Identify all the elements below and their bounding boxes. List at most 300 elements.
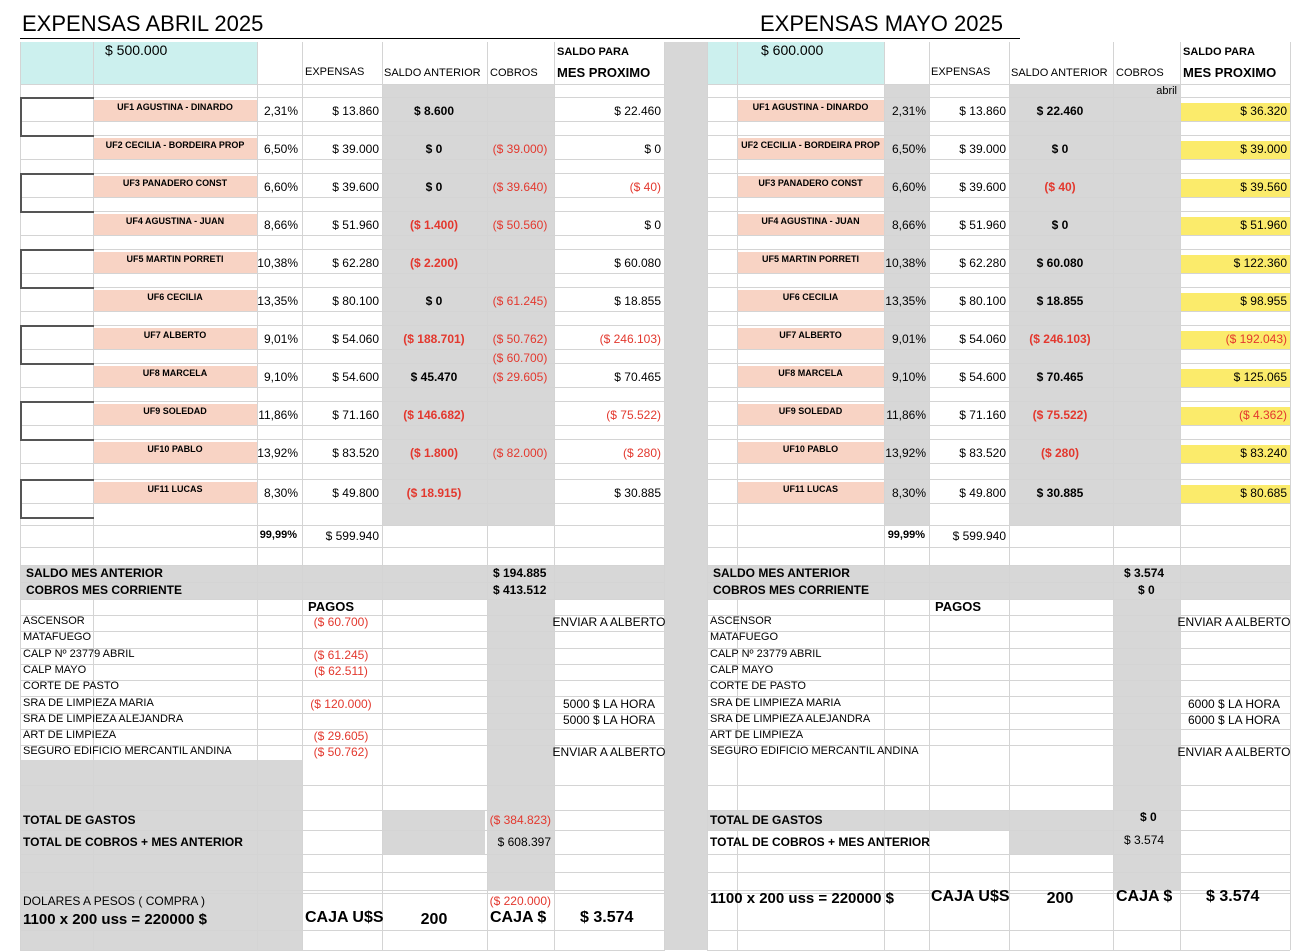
grid-line [20,349,665,350]
unit-cobros: ($ 50.560) [492,218,548,232]
grid-line [20,84,665,85]
pago-label: SEGURO EDIFICIO MERCANTIL ANDINA [23,745,232,758]
header-expensas: EXPENSAS [931,66,991,78]
unit-name: UF4 AGUSTINA - JUAN [125,216,225,226]
total-pct: 99,99% [259,529,297,541]
unit-saldo-anterior: ($ 75.522) [1032,408,1088,422]
header-total: $ 600.000 [761,42,824,58]
unit-saldo-anterior: ($ 40) [1044,180,1076,194]
cobros-mes-corriente-value: $ 0 [1138,583,1155,597]
unit-saldo-anterior: ($ 1.800) [409,446,459,460]
unit-pct: 6,50% [891,142,926,156]
bracket-border [20,479,22,519]
unit-pct: 9,01% [263,332,298,346]
grid-line [707,503,1290,504]
gray-column [1113,84,1180,525]
unit-expensas: $ 39.000 [959,142,1006,156]
dolares-label: DOLARES A PESOS ( COMPRA ) [23,894,206,908]
grid-line [20,235,665,236]
unit-name: UF1 AGUSTINA - DINARDO [117,102,233,112]
unit-saldo-anterior: $ 60.080 [1036,256,1084,270]
pago-value: ($ 60.700) [313,615,369,629]
unit-name: UF1 AGUSTINA - DINARDO [752,102,869,112]
bracket-border [20,287,94,289]
grid-line [707,311,1290,312]
unit-pct: 9,10% [263,370,298,384]
caja-usd-value: 200 [1046,890,1074,907]
unit-saldo-anterior: ($ 2.200) [409,256,459,270]
unit-saldo-anterior: $ 0 [425,180,443,194]
total-expensas: $ 599.940 [952,529,1006,543]
pago-label: CALP Nº 23779 ABRIL [710,647,822,660]
unit-pct: 8,30% [263,486,298,500]
unit-pct: 10,38% [257,256,298,270]
grid-line [707,325,1290,326]
grid-line [20,463,665,464]
grid-line [20,479,665,480]
bracket-border [20,211,94,213]
unit-cobros: ($ 61.245) [492,294,548,308]
unit-saldo-anterior: ($ 246.103) [1029,332,1091,346]
total-expensas: $ 599.940 [325,529,379,543]
unit-pct: 9,01% [891,332,926,346]
grid-line [20,503,665,504]
grid-line [20,930,665,931]
unit-saldo-proximo: ($ 4.362) [1238,408,1287,422]
grid-line [707,439,1290,440]
grid-line [707,401,1290,402]
separator-column [665,42,707,950]
grid-line [707,547,1290,548]
grid-line [707,121,1290,122]
unit-name: UF11 LUCAS [782,484,839,494]
grid-line [707,42,708,950]
grid-line [1290,42,1291,950]
unit-expensas: $ 54.060 [959,332,1006,346]
unit-saldo-anterior: $ 22.460 [1036,104,1084,118]
grid-line [302,42,303,950]
unit-saldo-proximo: $ 122.360 [1233,256,1287,270]
total-gastos-value: $ 0 [1140,810,1157,824]
grid-line [20,631,665,632]
grid-line [20,197,665,198]
unit-saldo-anterior: ($ 280) [1040,446,1080,460]
unit-saldo-proximo: $ 0 [644,142,661,156]
header-mes-proximo: MES PROXIMO [557,65,651,80]
title-abril: EXPENSAS ABRIL 2025 [22,11,264,36]
pago-label: SEGURO EDIFICIO MERCANTIL ANDINA [710,745,919,758]
header-saldo-anterior: SALDO ANTERIOR [1011,67,1108,79]
unit-saldo-anterior: $ 30.885 [1036,486,1084,500]
pago-label: MATAFUEGO [23,631,92,644]
bracket-border [20,363,94,365]
unit-pct: 6,60% [891,180,926,194]
grid-line [20,211,665,212]
calc-text: 1100 x 200 uss = 220000 $ [23,911,207,928]
pago-note: 5000 $ LA HORA [562,712,656,727]
unit-expensas: $ 83.520 [959,446,1006,460]
unit-cobros: ($ 50.762) [492,332,548,346]
grid-line [1113,42,1114,950]
unit-pct: 10,38% [885,256,926,270]
unit-name: UF6 CECILIA [147,292,203,302]
header-cobros: COBROS [1116,67,1164,79]
cobros-mes-corriente-label: COBROS MES CORRIENTE [713,583,870,597]
grid-line [707,249,1290,250]
grid-line [707,387,1290,388]
unit-name: UF4 AGUSTINA - JUAN [761,216,860,226]
pago-note: ENVIAR A ALBERTO [552,615,666,629]
pago-label: MATAFUEGO [710,631,779,644]
bracket-border [20,249,22,289]
unit-saldo-proximo: $ 22.460 [614,104,661,118]
unit-name: UF2 CECILIA - BORDEIRA PROP [741,140,880,150]
unit-expensas: $ 80.100 [959,294,1006,308]
unit-name: UF2 CECILIA - BORDEIRA PROP [105,140,245,150]
pago-label: CORTE DE PASTO [710,680,806,693]
unit-saldo-anterior: ($ 188.701) [403,332,465,346]
grid-line [382,42,383,950]
pago-label: ASCENSOR [23,615,85,627]
unit-saldo-anterior: $ 0 [1051,218,1069,232]
unit-saldo-anterior: ($ 18.915) [406,486,462,500]
unit-pct: 9,10% [891,370,926,384]
grid-line [20,890,665,891]
grid-line [20,159,665,160]
unit-expensas: $ 71.160 [959,408,1006,422]
bracket-border [20,249,94,251]
grid-line [20,325,665,326]
saldo-mes-anterior-label: SALDO MES ANTERIOR [26,566,163,580]
grid-line [929,42,930,950]
grid-line [707,479,1290,480]
caja-ars-label: CAJA $ [1116,888,1173,905]
grid-line [1180,42,1181,950]
grid-line [20,249,665,250]
unit-expensas: $ 39.600 [959,180,1006,194]
pago-label: CORTE DE PASTO [23,680,119,693]
unit-saldo-proximo: $ 39.000 [1240,142,1287,156]
grid-line [20,273,665,274]
grid-line [707,810,1290,811]
grid-line [707,349,1290,350]
pago-note: 5000 $ LA HORA [562,696,656,711]
caja-ars-label: CAJA $ [490,909,547,926]
grid-line [884,42,885,950]
unit-expensas: $ 54.060 [332,332,379,346]
unit-expensas: $ 62.280 [959,256,1006,270]
unit-expensas: $ 13.860 [332,104,379,118]
unit-saldo-proximo: $ 98.955 [1240,294,1287,308]
caja-ars-value: $ 3.574 [1206,888,1260,905]
unit-pct: 6,50% [263,142,298,156]
pago-value: ($ 62.511) [314,663,368,678]
bracket-border [20,479,94,481]
pago-note: ENVIAR A ALBERTO [1177,615,1291,629]
unit-pct: 13,35% [885,294,926,308]
unit-pct: 6,60% [263,180,298,194]
saldo-mes-anterior-label: SALDO MES ANTERIOR [713,566,850,580]
grid-line [707,173,1290,174]
pago-label: CALP MAYO [23,663,87,676]
unit-pct: 13,92% [257,446,298,460]
unit-expensas: $ 80.100 [332,294,379,308]
unit-cobros-extra: ($ 60.700) [492,351,548,365]
saldo-mes-anterior-value: $ 3.574 [1124,566,1165,580]
bracket-border [20,97,22,137]
caja-usd-label: CAJA U$S [305,909,384,926]
grid-line [487,42,488,950]
pago-value: ($ 61.245) [313,647,369,662]
total-gastos-value: ($ 384.823) [489,813,551,827]
grid-line [707,197,1290,198]
unit-saldo-anterior: ($ 146.682) [403,408,465,422]
pago-label: SRA DE LIMPIEZA ALEJANDRA [23,712,184,725]
grid-line [707,211,1290,212]
grid-line [707,930,1290,931]
unit-expensas: $ 83.520 [332,446,379,460]
total-gastos-label: TOTAL DE GASTOS [710,813,823,827]
grid-line [20,363,665,364]
grid-line [20,810,665,811]
unit-saldo-proximo: $ 39.560 [1240,180,1287,194]
pago-label: SRA DE LIMPIEZA MARIA [23,696,154,709]
grid-line [20,872,665,873]
grid-line [707,854,1290,855]
grid-line [707,785,1290,786]
grid-line [20,525,665,526]
unit-saldo-anterior: $ 8.600 [413,104,455,118]
unit-pct: 11,86% [886,408,926,422]
unit-expensas: $ 13.860 [959,104,1006,118]
total-gastos-label: TOTAL DE GASTOS [23,813,136,827]
saldo-mes-anterior-value: $ 194.885 [493,566,547,580]
unit-name: UF5 MARTIN PORRETI [126,254,224,264]
grid-line [20,287,665,288]
unit-cobros: ($ 29.605) [492,370,548,384]
grid-line [707,287,1290,288]
pago-label: CALP MAYO [710,663,774,676]
bracket-border [20,97,94,99]
unit-name: UF8 MARCELA [778,368,843,378]
unit-pct: 2,31% [891,104,926,118]
grid-line [20,311,665,312]
unit-name: UF6 CECILIA [782,292,839,302]
header-saldo-anterior: SALDO ANTERIOR [384,67,481,79]
unit-pct: 8,66% [891,218,926,232]
unit-saldo-proximo: $ 70.465 [614,370,661,384]
unit-name: UF10 PABLO [147,444,203,454]
bracket-border [20,325,22,365]
unit-saldo-proximo: ($ 75.522) [606,408,661,422]
unit-name: UF10 PABLO [782,444,839,454]
unit-name: UF3 PANADERO CONST [758,178,863,188]
dolares-value: ($ 220.000) [489,894,551,908]
grid-line [707,599,1290,600]
unit-expensas: $ 54.600 [959,370,1006,384]
unit-expensas: $ 71.160 [332,408,379,422]
unit-expensas: $ 51.960 [332,218,379,232]
bracket-border [20,439,94,441]
unit-saldo-anterior: $ 0 [1051,142,1069,156]
header-cobros-sub: abril [1156,85,1177,97]
unit-saldo-proximo: $ 18.855 [614,294,661,308]
grid-line [20,439,665,440]
unit-name: UF3 PANADERO CONST [122,178,228,188]
unit-pct: 13,35% [257,294,298,308]
grid-line [20,854,665,855]
unit-expensas: $ 49.800 [959,486,1006,500]
unit-saldo-proximo: ($ 246.103) [599,332,661,346]
total-pct: 99,99% [887,529,925,541]
unit-expensas: $ 39.000 [332,142,379,156]
total-cobros-label: TOTAL DE COBROS + MES ANTERIOR [23,835,243,849]
calc-text: 1100 x 200 uss = 220000 $ [710,890,894,907]
pago-value: ($ 29.605) [313,729,369,744]
unit-cobros: ($ 82.000) [492,446,548,460]
unit-saldo-proximo: $ 30.885 [614,486,661,500]
unit-saldo-proximo: $ 0 [644,218,661,232]
unit-name: UF7 ALBERTO [143,330,207,340]
unit-expensas: $ 49.800 [332,486,379,500]
grid-line [20,547,665,548]
grid-line [20,830,665,831]
grid-line [707,664,1290,665]
grid-line [707,525,1290,526]
header-mes-proximo: MES PROXIMO [1183,65,1277,80]
grid-line [707,363,1290,364]
pago-note: 6000 $ LA HORA [1187,696,1281,711]
grid-line [707,425,1290,426]
total-cobros-label: TOTAL DE COBROS + MES ANTERIOR [710,835,930,849]
unit-saldo-anterior: $ 70.465 [1036,370,1084,384]
unit-pct: 8,66% [263,218,298,232]
grid-line [707,159,1290,160]
pago-label: CALP Nº 23779 ABRIL [23,647,135,660]
pago-note: ENVIAR A ALBERTO [552,745,666,760]
unit-expensas: $ 62.280 [332,256,379,270]
grid-line [20,135,665,136]
unit-expensas: $ 39.600 [332,180,379,194]
bracket-border [20,401,22,441]
grid-line [707,872,1290,873]
unit-name: UF9 SOLEDAD [143,406,207,416]
grid-line [554,42,555,950]
summary-band [1009,830,1113,854]
grid-line [20,97,665,98]
grid-line [257,42,258,950]
unit-name: UF9 SOLEDAD [778,406,843,416]
unit-saldo-proximo: ($ 280) [622,446,661,460]
unit-cobros: ($ 39.000) [492,142,548,156]
title-underline [20,38,1020,39]
total-cobros-value: $ 608.397 [497,835,551,849]
unit-saldo-proximo: $ 83.240 [1240,446,1287,460]
grid-line [1009,42,1010,950]
header-cobros: COBROS [490,67,538,79]
grid-line [707,97,1290,98]
header-expensas: EXPENSAS [305,66,365,78]
unit-saldo-proximo: $ 80.685 [1240,486,1287,500]
unit-cobros: ($ 39.640) [492,180,548,194]
grid-line [707,463,1290,464]
pago-label: ART DE LIMPIEZA [23,729,117,742]
grid-line [707,631,1290,632]
unit-saldo-proximo: ($ 192.043) [1225,332,1287,346]
pago-label: SRA DE LIMPIEZA ALEJANDRA [710,712,871,725]
grid-line [707,135,1290,136]
grid-line [707,830,1290,831]
unit-pct: 8,30% [891,486,926,500]
bracket-border [20,325,94,327]
title-mayo: EXPENSAS MAYO 2025 [760,11,1003,36]
pagos-title: PAGOS [935,599,981,614]
header-saldo-para: SALDO PARA [557,46,629,58]
pago-value: ($ 120.000) [310,696,372,711]
grid-line [20,121,665,122]
header-total: $ 500.000 [105,42,168,58]
cobros-mes-corriente-label: COBROS MES CORRIENTE [26,583,183,597]
grid-line [707,273,1290,274]
unit-pct: 13,92% [885,446,926,460]
unit-saldo-anterior: ($ 1.400) [409,218,459,232]
caja-ars-value: $ 3.574 [580,909,634,926]
unit-saldo-anterior: $ 18.855 [1036,294,1084,308]
unit-expensas: $ 54.600 [332,370,379,384]
unit-saldo-anterior: $ 0 [425,294,443,308]
pago-label: ART DE LIMPIEZA [710,729,804,742]
header-saldo-para: SALDO PARA [1183,46,1255,58]
caja-usd-value: 200 [420,911,448,928]
unit-name: UF7 ALBERTO [779,330,842,340]
grid-line [20,173,665,174]
grid-line [707,235,1290,236]
grid-line [20,401,665,402]
pago-note: 6000 $ LA HORA [1187,712,1281,727]
grid-line [20,785,665,786]
pago-label: SRA DE LIMPIEZA MARIA [710,696,841,709]
unit-pct: 2,31% [263,104,298,118]
grid-line [707,84,1290,85]
pago-value: ($ 50.762) [313,745,369,760]
total-cobros-value: $ 3.574 [1124,833,1165,847]
bracket-border [20,173,94,175]
bracket-border [20,173,22,213]
pago-label: ASCENSOR [710,615,772,627]
unit-pct: 11,86% [258,408,298,422]
unit-saldo-anterior: $ 0 [425,142,443,156]
unit-name: UF8 MARCELA [142,368,208,378]
pago-note: ENVIAR A ALBERTO [1177,745,1291,760]
grid-line [20,387,665,388]
unit-saldo-proximo: $ 51.960 [1240,218,1287,232]
pagos-title: PAGOS [308,599,354,614]
unit-expensas: $ 51.960 [959,218,1006,232]
unit-saldo-proximo: $ 60.080 [614,256,661,270]
unit-name: UF5 MARTIN PORRETI [761,254,860,264]
unit-saldo-anterior: $ 45.470 [410,370,458,384]
grid-line [20,425,665,426]
cobros-mes-corriente-value: $ 413.512 [493,583,547,597]
unit-saldo-proximo: $ 125.065 [1233,370,1287,384]
caja-usd-label: CAJA U$S [931,888,1010,905]
bracket-border [20,401,94,403]
unit-name: UF11 LUCAS [147,484,203,494]
unit-saldo-proximo: ($ 40) [629,180,661,194]
unit-saldo-proximo: $ 36.320 [1240,104,1287,118]
bracket-border [20,517,94,519]
grid-line [664,42,665,950]
